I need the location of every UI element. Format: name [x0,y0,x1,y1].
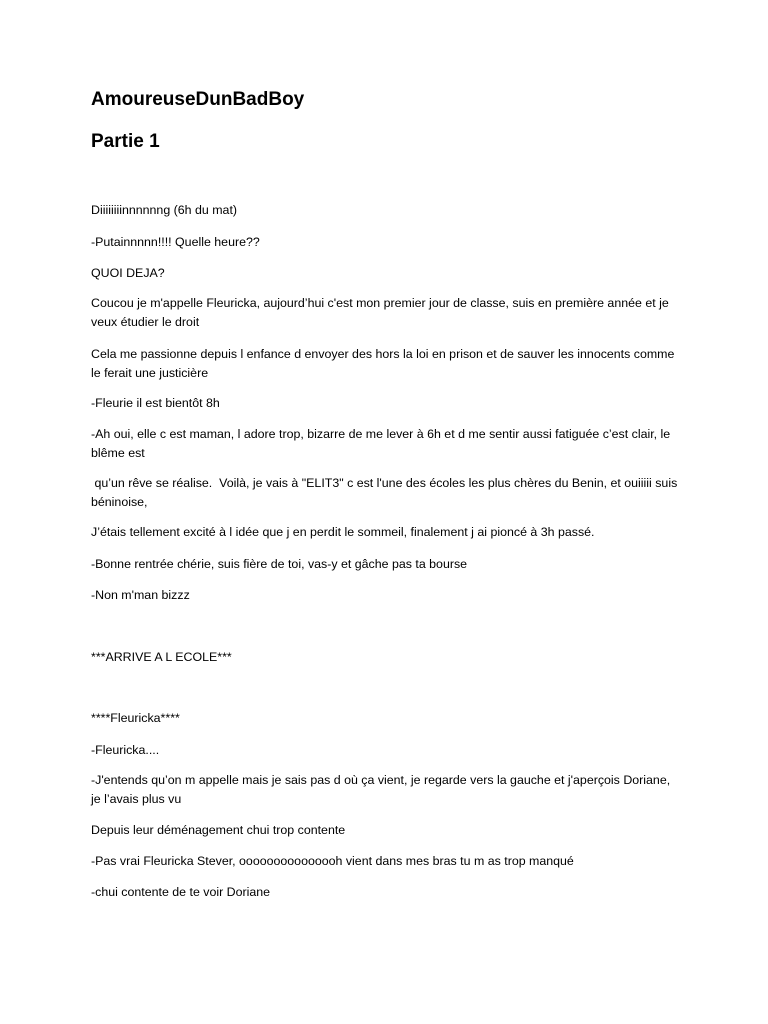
paragraph: -Non m'man bizzz [91,588,190,602]
paragraph: Coucou je m'appelle Fleuricka, aujourd’hui c'est mon premier jour de classe, suis en première année et je veux étudier le droit [91,296,673,329]
section-marker: ****Fleuricka**** [91,711,180,725]
paragraph: -Bonne rentrée chérie, suis fière de toi, vas-y et gâche pas ta bourse [91,557,468,571]
paragraph: -Fleuricka.... [91,743,160,757]
document-subtitle: Partie 1 [91,131,160,152]
document-title: AmoureuseDunBadBoy [91,89,305,110]
paragraph: Depuis leur déménagement chui trop contente [91,823,346,837]
section-marker: ***ARRIVE A L ECOLE*** [91,650,232,664]
paragraph: qu’un rêve se réalise. Voilà, je vais à "ELIT3" c est l'une des écoles les plus chères du Benin, et ouiiiii suis béninoise, [91,476,681,509]
paragraph: QUOI DEJA? [91,266,165,280]
paragraph: -chui contente de te voir Doriane [91,885,271,899]
paragraph: -Fleurie il est bientôt 8h [91,396,220,410]
paragraph: Diiiiiiiinnnnnng (6h du mat) [91,203,238,217]
paragraph: -J'entends qu’on m appelle mais je sais pas d où ça vient, je regarde vers la gauche et j'aperçois Doriane, je l’avais plus vu [91,773,674,806]
paragraph: -Ah oui, elle c est maman, l adore trop, bizarre de me lever à 6h et d me sentir aussi fatiguée c’est clair, le blême est [91,427,674,460]
paragraph: -Putainnnnn!!!! Quelle heure?? [91,235,260,249]
paragraph: J’étais tellement excité à l idée que j en perdit le sommeil, finalement j ai pioncé à 3h passé. [91,525,595,539]
paragraph: -Pas vrai Fleuricka Stever, ooooooooooooooh vient dans mes bras tu m as trop manqué [91,854,574,868]
paragraph: Cela me passionne depuis l enfance d envoyer des hors la loi en prison et de sauver les innocents comme le ferait une justicière [91,347,678,380]
